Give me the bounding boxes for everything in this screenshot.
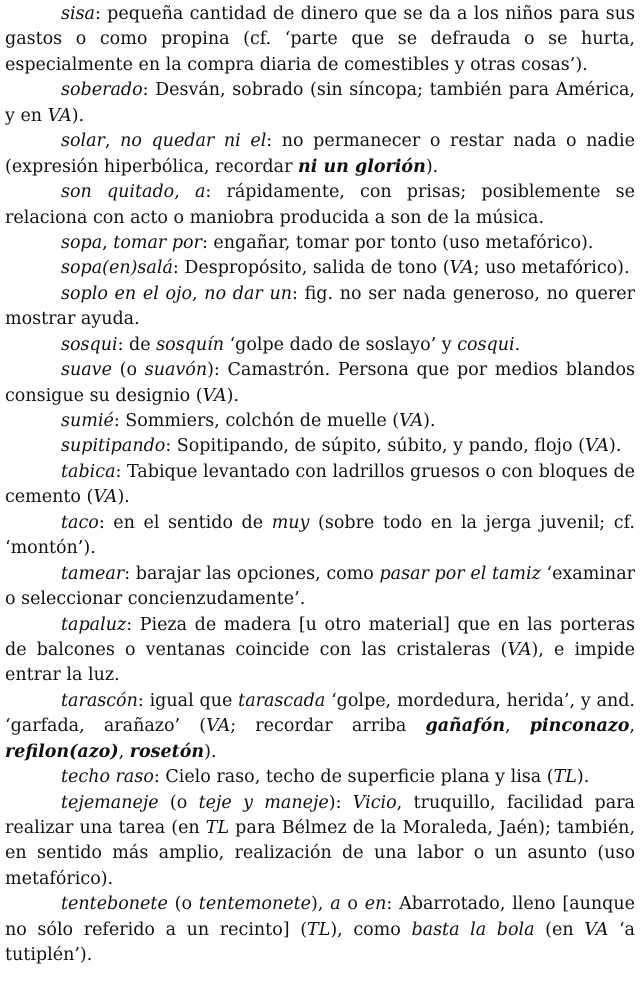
entry-headword: tabica <box>61 461 116 482</box>
italic-term: TL <box>553 767 577 788</box>
entry-text: ). <box>576 767 590 788</box>
italic-term: no dar un <box>204 283 293 304</box>
entry-text: ‘golpe dado de soslayo’ y <box>224 334 458 355</box>
entry-text: : igual que <box>137 690 239 711</box>
italic-term: VA <box>202 385 227 406</box>
entry-text: ‘a tutiplén’). <box>5 919 635 966</box>
cross-reference-term: refilon(azo) <box>5 741 119 762</box>
entry-headword: tejemaneje <box>61 792 159 813</box>
entry-text: ‘examinar o seleccionar concienzudamente’. <box>5 563 635 610</box>
italic-term: basta la bola <box>411 919 535 940</box>
entry-headword: sopa(en)salá <box>61 258 173 279</box>
dictionary-page <box>5 2 635 969</box>
entry-text: ; uso metafórico). <box>473 258 630 279</box>
entry-headword: supitipando <box>61 436 166 457</box>
entry-text: : Cielo raso, techo de superficie plana y lisa ( <box>153 767 554 788</box>
entry-text: , <box>629 716 635 737</box>
entry-headword: sumié <box>61 411 114 431</box>
italic-term: en <box>364 894 387 915</box>
italic-term: tarascada <box>238 690 326 711</box>
cross-reference-term: gañafón <box>425 716 506 737</box>
italic-term: tomar por <box>113 232 202 253</box>
glossary-entry <box>5 613 635 689</box>
entry-text: , truquillo, facilidad para realizar una tarea (en <box>5 792 635 838</box>
glossary-entry <box>5 791 635 893</box>
entry-text: , <box>104 131 121 152</box>
italic-term: pasar por el tamiz <box>379 563 541 584</box>
entry-headword: techo raso <box>61 767 154 788</box>
entry-text: : fig. no ser nada generoso, no querer mostrar ayuda. <box>5 283 635 330</box>
italic-term: tentemonete <box>198 894 311 915</box>
glossary-entry <box>5 129 635 180</box>
entry-text: : pequeña cantidad de dinero que se da a los niños para sus gastos o como propina (cf. ‘parte que se defrauda o se hurta, especialmente en la compra diaria de comestibles y otras cosas’). <box>5 4 635 75</box>
entry-text: ). <box>609 436 622 457</box>
entry-text: , <box>192 283 205 304</box>
italic-term: a <box>330 894 341 915</box>
entry-text: : Abarrotado, lleno [aunque no sólo referido a un recinto] ( <box>5 894 635 940</box>
entry-text: (o <box>158 792 199 813</box>
entry-text: ): Camastrón. Persona que por medios blandos consigue su designio ( <box>5 360 635 406</box>
entry-headword: suave <box>61 360 112 381</box>
entry-text: , <box>505 716 530 737</box>
entry-text: ). <box>423 411 436 431</box>
cross-reference-term: pinconazo <box>529 716 630 737</box>
entry-headword: solar <box>61 131 105 152</box>
entry-text: ). <box>204 741 217 762</box>
entry-text: ), e impide entrar la luz. <box>5 639 636 686</box>
italic-term: muy <box>271 512 310 533</box>
entry-text: ). <box>117 487 130 508</box>
italic-term: no quedar ni el <box>120 131 267 152</box>
glossary-entry <box>5 180 635 231</box>
glossary-entry <box>5 231 635 256</box>
glossary-entry <box>5 689 635 765</box>
entry-headword: son quitado <box>61 182 175 203</box>
italic-term: VA <box>93 487 118 508</box>
glossary-entry <box>5 256 635 281</box>
glossary-entry <box>5 562 635 613</box>
entry-headword: tentebonete <box>61 894 168 915</box>
entry-headword: taco <box>61 512 99 533</box>
glossary-entry <box>5 434 635 459</box>
entry-headword: sopa <box>61 232 103 253</box>
entry-text: ): <box>328 792 353 813</box>
glossary-entry <box>5 78 635 129</box>
entry-text: . <box>514 334 521 355</box>
italic-term: TL <box>205 818 230 838</box>
entry-text: : engañar, tomar por tonto (uso metafórico). <box>201 232 594 253</box>
entry-text: ‘golpe, mordedura, herida’, y and. ‘garfada, arañazo’ ( <box>5 690 635 737</box>
entry-headword: sisa <box>61 4 95 24</box>
entry-headword: soplo en el ojo <box>61 283 193 304</box>
italic-term: VA <box>206 716 231 737</box>
glossary-entry <box>5 460 635 511</box>
entry-text: ). <box>226 385 240 406</box>
glossary-entry <box>5 358 635 409</box>
italic-term: VA <box>584 919 609 940</box>
italic-term: suavón <box>144 360 208 381</box>
entry-text: ), <box>310 894 331 915</box>
entry-text: : de <box>117 334 157 355</box>
italic-term: teje y maneje <box>198 792 329 813</box>
italic-term: Vicio <box>352 792 397 813</box>
entry-text: : Sopitipando, de súpito, súbito, y pando, flojo ( <box>165 436 585 457</box>
entry-text: , <box>118 741 130 762</box>
italic-term: VA <box>47 105 72 126</box>
glossary-entry <box>5 765 635 790</box>
entry-text: o <box>340 894 365 915</box>
entry-text: (en <box>534 919 585 940</box>
entry-text: ). <box>425 156 439 177</box>
entry-text: : en el sentido de <box>98 512 272 533</box>
cross-reference-term: ni un glorión <box>298 156 426 177</box>
entry-text: (o <box>111 360 145 381</box>
entry-headword: soberado <box>61 80 143 101</box>
glossary-entry <box>5 511 635 562</box>
cross-reference-term: rosetón <box>129 741 205 762</box>
entry-headword: sosqui <box>61 334 118 355</box>
entry-text: ; recordar arriba <box>230 716 426 737</box>
glossary-entry <box>5 409 635 434</box>
entry-text: , <box>174 182 195 203</box>
entry-text: : Tabique levantado con ladrillos gruesos o con bloques de cemento ( <box>5 461 635 508</box>
entry-text: : no permanecer o restar nada o nadie (expresión hiperbólica, recordar <box>5 131 635 177</box>
entry-text: , <box>102 232 114 253</box>
entry-text: : Sommiers, colchón de muelle ( <box>113 411 400 431</box>
italic-term: VA <box>399 411 424 431</box>
italic-term: VA <box>584 436 609 457</box>
glossary-entry <box>5 892 635 968</box>
entry-text: : barajar las opciones, como <box>124 563 380 584</box>
italic-term: cosqui <box>457 334 515 355</box>
italic-term: a <box>194 182 206 203</box>
italic-term: TL <box>307 919 331 940</box>
entry-headword: tapaluz <box>61 614 127 635</box>
entry-text: (o <box>167 894 199 915</box>
glossary-entry <box>5 2 635 78</box>
glossary-entry <box>5 333 635 358</box>
italic-term: VA <box>507 639 532 660</box>
entry-headword: tamear <box>61 563 125 584</box>
entry-text: ). <box>71 105 85 126</box>
entry-text: ), como <box>330 919 412 940</box>
entry-text: : Desván, sobrado (sin síncopa; también para América, y en <box>5 80 635 126</box>
italic-term: sosquín <box>156 334 225 355</box>
entry-text: : rápidamente, con prisas; posiblemente se relaciona con acto o maniobra producida a son de la música. <box>5 182 635 228</box>
glossary-entry <box>5 282 635 333</box>
entry-text: (sobre todo en la jerga juvenil; cf. ‘montón’). <box>5 512 635 559</box>
entry-text: : Pieza de madera [u otro material] que en las porteras de balcones o ventanas coincide con las cristaleras ( <box>5 614 635 660</box>
entry-text: : Despropósito, salida de tono ( <box>172 258 450 279</box>
italic-term: VA <box>449 258 474 279</box>
entry-text: para Bélmez de la Moraleda, Jaén); también, en sentido más amplio, realización de una labor o un asunto (uso metafórico). <box>5 818 636 889</box>
entry-headword: tarascón <box>61 690 138 711</box>
